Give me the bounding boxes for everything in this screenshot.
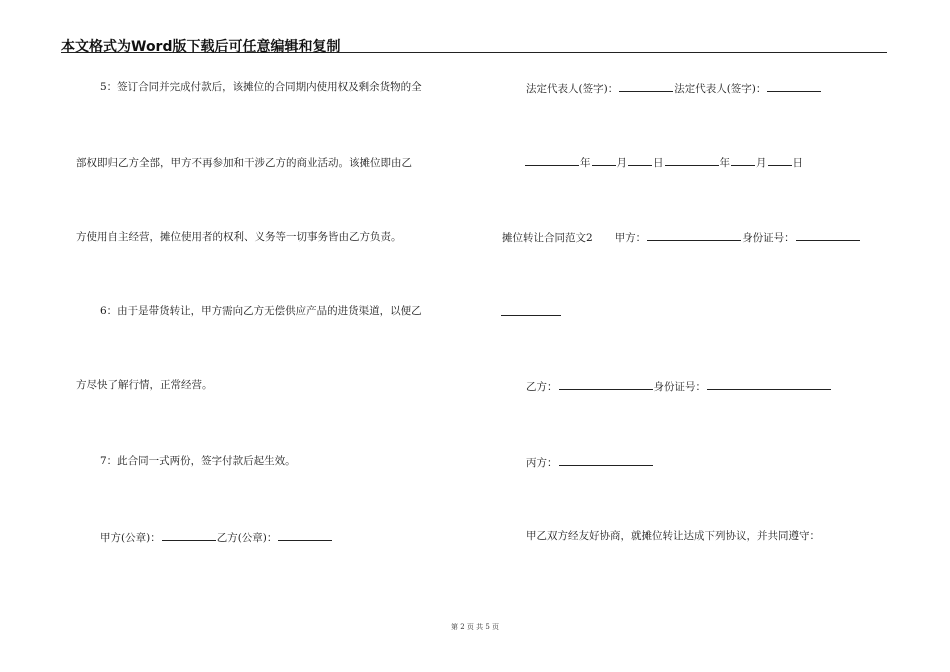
month-2-label: 月 <box>756 157 767 169</box>
month-2-blank <box>731 154 755 166</box>
party-b-seal-blank <box>278 529 332 541</box>
legal-rep-b-blank <box>767 80 821 92</box>
id-number-b-label: 身份证号： <box>653 381 706 393</box>
id-number-continuation-line <box>500 304 562 320</box>
year-1-blank <box>525 154 579 166</box>
legal-representative-line <box>526 80 822 96</box>
header-divider <box>61 52 887 53</box>
date-line <box>524 154 803 170</box>
party-a-blank <box>647 229 741 241</box>
day-2-label: 日 <box>792 157 803 169</box>
id-number-a-blank <box>796 229 860 241</box>
year-2-label: 年 <box>719 157 730 169</box>
day-1-blank <box>628 154 652 166</box>
party-a-seal-blank <box>162 529 216 541</box>
legal-rep-a-blank <box>619 80 673 92</box>
agreement-intro: 甲乙双方经友好协商，就摊位转让达成下列协议，并共同遵守： <box>526 530 820 542</box>
party-b-blank <box>559 378 653 390</box>
clause-7-line-1: 7：此合同一式两份，签字付款后起生效。 <box>100 455 296 467</box>
party-c-blank <box>559 454 653 466</box>
day-1-label: 日 <box>653 157 664 169</box>
clause-5-line-1: 5：签订合同并完成付款后，该摊位的合同期内使用权及剩余货物的全 <box>100 81 422 93</box>
party-b-label: 乙方： <box>526 381 558 393</box>
party-c-line <box>526 454 654 470</box>
contract-title-line <box>502 229 861 245</box>
clause-5-line-2: 部权即归乙方全部，甲方不再参加和干涉乙方的商业活动。该摊位即由乙 <box>76 157 412 169</box>
party-a-label: 甲方： <box>614 232 647 244</box>
contract-title: 摊位转让合同范文2 <box>502 232 593 244</box>
party-b-line <box>526 378 832 394</box>
signature-line-seals <box>100 529 333 545</box>
party-b-seal-label: 乙方(公章)： <box>216 532 278 544</box>
party-c-label: 丙方： <box>526 457 558 469</box>
document-header-title: 本文格式为Word版下载后可任意编辑和复制 <box>61 39 341 55</box>
party-a-seal-label: 甲方(公章)： <box>100 532 161 544</box>
id-number-a-label: 身份证号： <box>742 232 795 244</box>
month-1-blank <box>592 154 616 166</box>
clause-6-line-1: 6：由于是带货转让，甲方需向乙方无偿供应产品的进货渠道，以便乙 <box>100 305 422 317</box>
year-1-label: 年 <box>580 157 591 169</box>
clause-5-line-3: 方使用自主经营，摊位使用者的权利、义务等一切事务皆由乙方负责。 <box>76 231 402 243</box>
legal-rep-a-label: 法定代表人(签字)： <box>526 83 619 95</box>
legal-rep-b-label: 法定代表人(签字)： <box>674 83 767 95</box>
id-number-a-blank-continued <box>501 304 561 316</box>
id-number-b-blank <box>707 378 831 390</box>
clause-6-line-2: 方尽快了解行情，正常经营。 <box>76 379 213 391</box>
year-2-blank <box>665 154 719 166</box>
day-2-blank <box>768 154 792 166</box>
page-number: 第 2 页 共 5 页 <box>450 623 500 631</box>
month-1-label: 月 <box>616 157 627 169</box>
